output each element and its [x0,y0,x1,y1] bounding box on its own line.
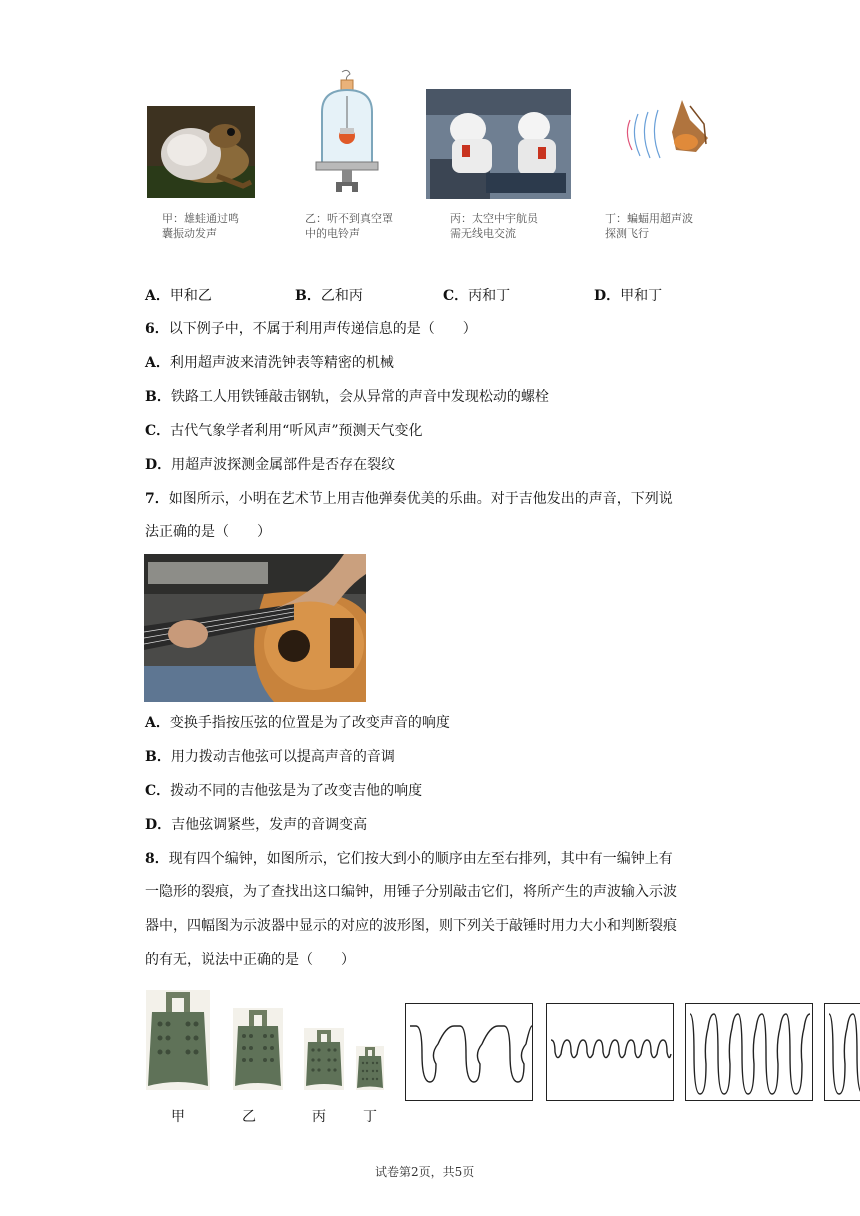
q6-option-c[interactable] [145,421,422,441]
bell-label-jia: 甲 [171,1109,185,1125]
option-text: 用超声波探测金属部件是否存在裂纹 [171,457,396,473]
q8-stem-line4: 的有无，说法中正确的是（ ） [145,952,355,968]
q8-stem-line1 [145,849,673,869]
bell-bing-image [304,1028,344,1090]
bell-jia-image [146,990,210,1090]
bell-jar-image [314,68,380,198]
option-text: 变换手指按压弦的位置是为了改变声音的响度 [169,715,450,731]
q7-stem-line1 [145,489,673,509]
option-text: 乙和丙 [320,288,363,304]
option-text: 甲和丁 [620,288,663,304]
oscilloscope-wave-1 [405,1003,533,1101]
q6-option-a[interactable] [145,353,394,373]
q5-option-b[interactable] [295,286,363,306]
question-text: 现有四个编钟，如图所示，它们按大到小的顺序由左至右排列，其中有一编钟上有 [168,851,673,867]
q5-option-c[interactable] [443,286,510,306]
option-letter: D． [145,817,172,833]
option-text: 拨动不同的吉他弦是为了改变吉他的响度 [170,783,423,799]
guitar-image [144,554,366,702]
option-letter: C． [145,783,171,799]
option-letter: C． [145,423,171,439]
question-text: 以下例子中，不属于利用声传递信息的是（ ） [168,321,477,337]
option-letter: A． [145,288,170,304]
frog-image [147,106,255,198]
option-text: 古代气象学者利用“听风声”预测天气变化 [170,423,423,439]
caption-yi: 乙：听不到真空罩 中的电铃声 [305,212,393,240]
bell-label-bing: 丙 [312,1109,326,1125]
q7-option-b[interactable] [145,747,395,767]
q7-option-a[interactable] [145,713,450,733]
bell-ding-image [356,1046,384,1090]
option-text: 利用超声波来清洗钟表等精密的机械 [169,355,394,371]
option-letter: A． [145,355,170,371]
question-number: 6． [145,321,169,337]
page-footer: 试卷第2页，共5页 [375,1165,475,1179]
oscilloscope-wave-3 [685,1003,813,1101]
option-letter: D． [145,457,172,473]
bell-label-ding: 丁 [363,1109,377,1125]
q6-option-b[interactable] [145,387,549,407]
oscilloscope-wave-2 [546,1003,674,1101]
option-letter: B． [145,749,171,765]
q7-option-d[interactable] [145,815,367,835]
option-letter: B． [145,389,171,405]
question-number: 7． [145,491,169,507]
q5-option-a[interactable] [145,286,212,306]
option-letter: A． [145,715,170,731]
q6-option-d[interactable] [145,455,395,475]
option-letter: D． [594,288,621,304]
option-letter: C． [443,288,469,304]
astronauts-image [426,89,571,199]
q6-stem [145,319,477,339]
option-text: 甲和乙 [169,288,212,304]
option-text: 丙和丁 [468,288,511,304]
q7-option-c[interactable] [145,781,422,801]
question-number: 8． [145,851,169,867]
caption-ding: 丁：蝙蝠用超声波 探测飞行 [605,212,693,240]
bat-image [620,96,712,164]
q7-stem-line2: 法正确的是（ ） [145,524,271,540]
option-text: 吉他弦调紧些，发声的音调变高 [171,817,368,833]
q5-option-d[interactable] [594,286,662,306]
bell-label-yi: 乙 [242,1109,256,1125]
option-text: 铁路工人用铁锤敲击钢轨，会从异常的声音中发现松动的螺栓 [170,389,549,405]
caption-jia: 甲：雄蛙通过鸣 囊振动发声 [162,212,239,240]
caption-bing: 丙：太空中宇航员 需无线电交流 [450,212,538,240]
option-letter: B． [295,288,321,304]
oscilloscope-wave-4 [824,1003,860,1101]
bell-yi-image [233,1008,283,1090]
option-text: 用力拨动吉他弦可以提高声音的音调 [170,749,395,765]
q8-stem-line3: 器中，四幅图为示波器中显示的对应的波形图，则下列关于敲锤时用力大小和判断裂痕 [145,918,677,934]
q8-stem-line2: 一隐形的裂痕，为了查找出这口编钟，用锤子分别敲击它们，将所产生的声波输入示波 [145,884,677,900]
question-text: 如图所示，小明在艺术节上用吉他弹奏优美的乐曲。对于吉他发出的声音，下列说 [168,491,673,507]
